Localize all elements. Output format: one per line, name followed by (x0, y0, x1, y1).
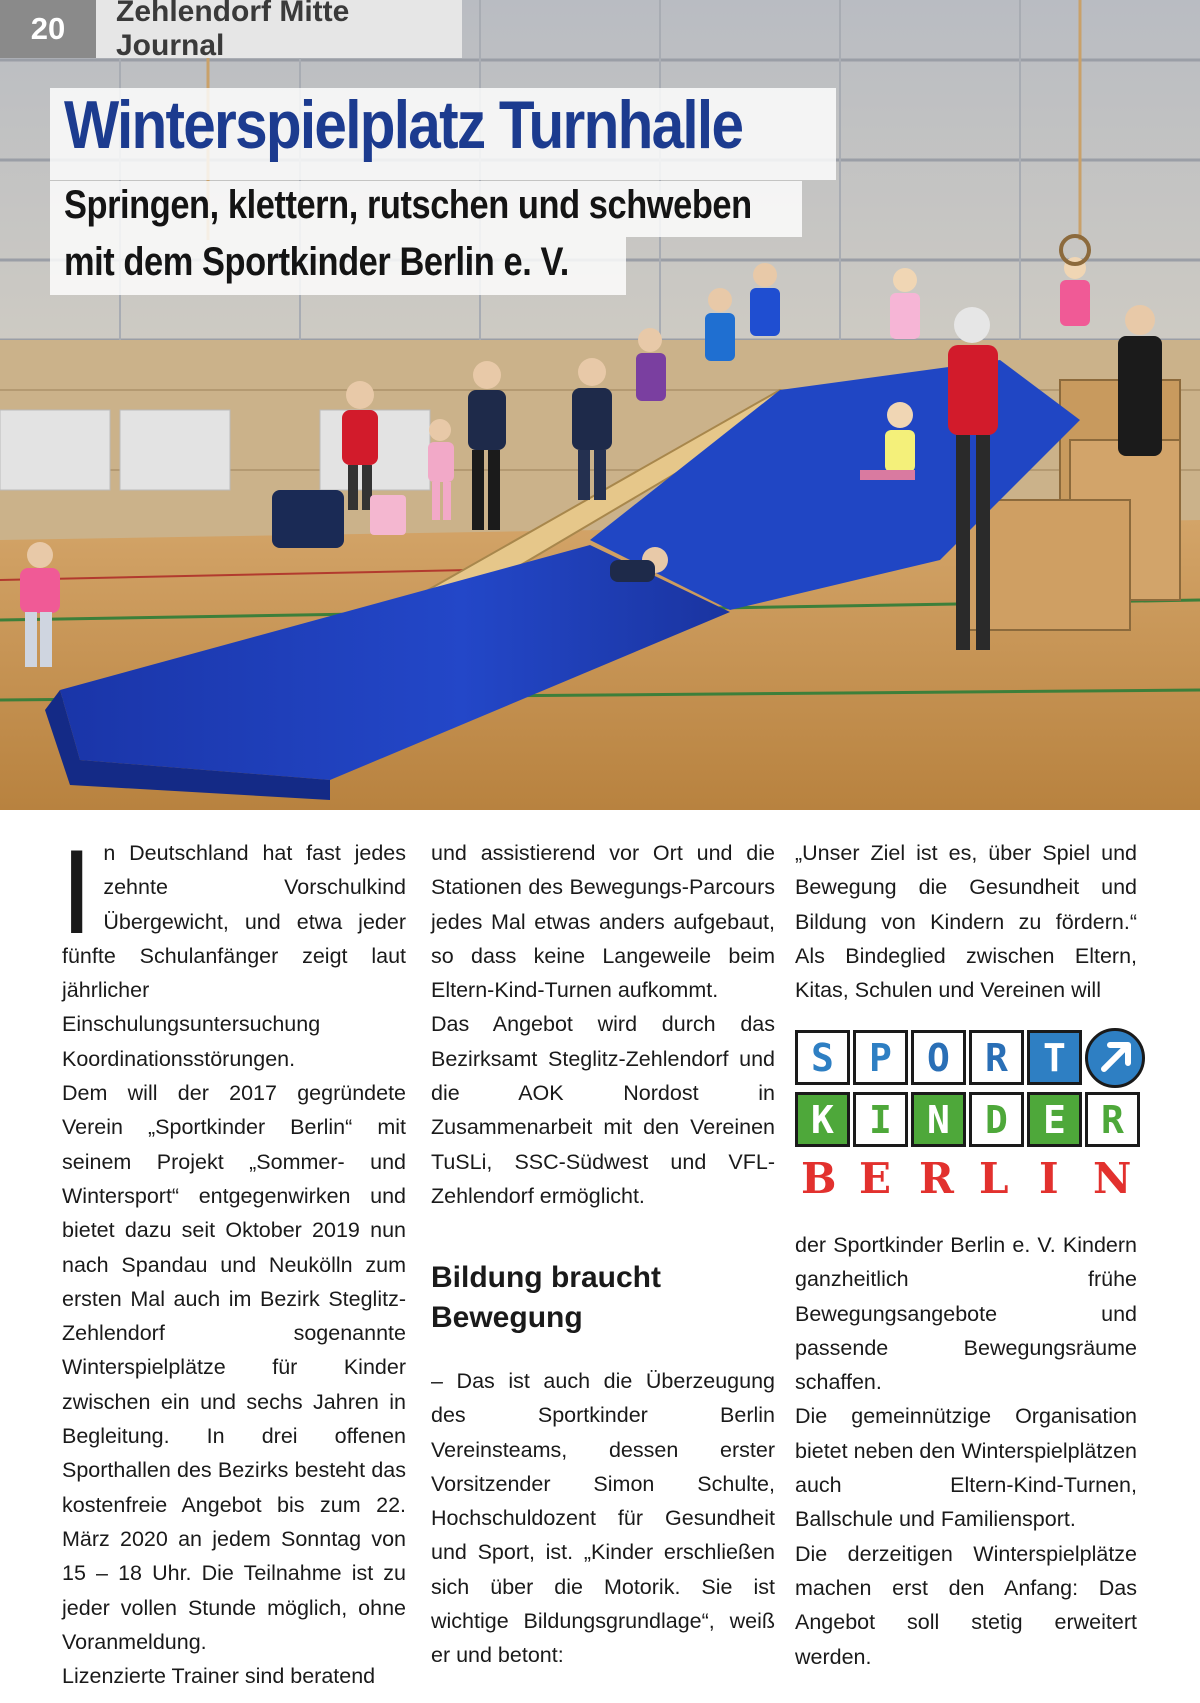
logo-letter: D (969, 1092, 1024, 1147)
article-title: Winterspielplatz Turnhalle (64, 87, 743, 163)
article-subtitle-line1: Springen, klettern, rutschen und schweben (64, 183, 752, 227)
paragraph: der Sportkinder Berlin e. V. Kindern ganzheitlich frühe Bewegungsangebote und passende Bewegungsräume schaffen. (795, 1233, 1137, 1395)
logo-letter: I (853, 1092, 908, 1147)
article-subtitle-line2: mit dem Sportkinder Berlin e. V. (64, 240, 569, 284)
logo-letter: N (911, 1092, 966, 1147)
article-column-1 (60, 825, 406, 1693)
paragraph: und assistierend vor Ort und die Stationen des Bewegungs-Parcours jedes Mal etwas anders aufgebaut, so dass keine Langeweile beim Eltern-Kind-Turnen aufkommt. (431, 841, 775, 1003)
logo-letter: R (919, 1154, 954, 1203)
logo-letter: O (911, 1030, 966, 1085)
logo-letter: B (801, 1154, 837, 1203)
logo-letter: R (1085, 1092, 1140, 1147)
article-column-2 (431, 836, 775, 1213)
paragraph: Die derzeitigen Winterspielplätze machen erst den Anfang: Das Angebot soll stetig erweitert werden. (795, 1541, 1137, 1669)
logo-letter: P (853, 1030, 908, 1085)
logo-letter: L (979, 1154, 1009, 1203)
logo-letter: K (795, 1092, 850, 1147)
arrow-up-right-icon (1085, 1028, 1145, 1088)
paragraph: „Unser Ziel ist es, über Spiel und Bewegung die Gesundheit und Bildung von Kindern zu fördern.“ Als Bindeglied zwischen Eltern, Kitas, Schulen und Vereinen will (795, 841, 1137, 1003)
article-column-3 (795, 836, 1137, 1007)
sportkinder-berlin-logo (795, 1020, 1140, 1220)
drop-cap: I (60, 825, 94, 959)
logo-letter: I (1039, 1154, 1059, 1203)
article-column-2-continued (431, 1364, 775, 1673)
paragraph (60, 825, 406, 1076)
logo-letter: T (1027, 1030, 1082, 1085)
page-header (0, 0, 462, 62)
arrow-up-right-icon-glyph (1088, 1031, 1142, 1085)
page-number: 20 (0, 0, 96, 58)
paragraph: Lizenzierte Trainer sind beratend (62, 1664, 376, 1689)
journal-name: Zehlendorf Mitte Journal (96, 0, 462, 58)
paragraph: – Das ist auch die Überzeugung des Sportkinder Berlin Vereinsteams, dessen erster Vorsitzender Simon Schulte, Hochschuldozent für Gesundheit und Sport, ist. „Kinder erschließen sich über die Motorik. Sie ist wichtige Bildungsgrundlage“, weiß er und betont: (431, 1369, 775, 1668)
article-column-3-continued (795, 1228, 1137, 1674)
section-heading: Bildung braucht Bewegung (431, 1261, 661, 1334)
logo-letter: E (1027, 1092, 1082, 1147)
paragraph: Dem will der 2017 gegründete Verein „Sportkinder Berlin“ mit seinem Projekt „Sommer- und Wintersport“ entgegenwirken und bietet dazu seit Oktober 2019 nun nach Spandau und Neukölln zum ersten Mal auch im Bezirk Steglitz-Zehlendorf sogenannte Winterspielplätze für Kinder zwischen ein und sechs Jahren in Begleitung. In drei offenen Sporthallen des Bezirks besteht das kostenfreie Angebot bis zum 22. März 2020 an jedem Sonntag von 15 – 18 Uhr. Die Teilnahme ist zu jeder vollen Stunde möglich, ohne Voranmeldung. (62, 1081, 406, 1654)
logo-letter: S (795, 1030, 850, 1085)
paragraph: Die gemeinnützige Organisation bietet neben den Winterspielplätzen auch Eltern-Kind-Turnen, Ballschule und Familiensport. (795, 1404, 1137, 1532)
paragraph-text: n Deutschland hat fast jedes zehnte Vorschulkind Übergewicht, und etwa jeder fünfte Schulanfänger zeigt laut jährlicher Einschulungsuntersuchung Koordinationsstörungen. (62, 841, 406, 1071)
logo-letter: N (1093, 1154, 1132, 1203)
logo-letter: E (859, 1154, 892, 1203)
paragraph: Das Angebot wird durch das Bezirksamt Steglitz-Zehlendorf und die AOK Nordost in Zusammenarbeit mit den Vereinen TuSLi, SSC-Südwest und VFL-Zehlendorf ermöglicht. (431, 1012, 775, 1208)
logo-letter: R (969, 1030, 1024, 1085)
